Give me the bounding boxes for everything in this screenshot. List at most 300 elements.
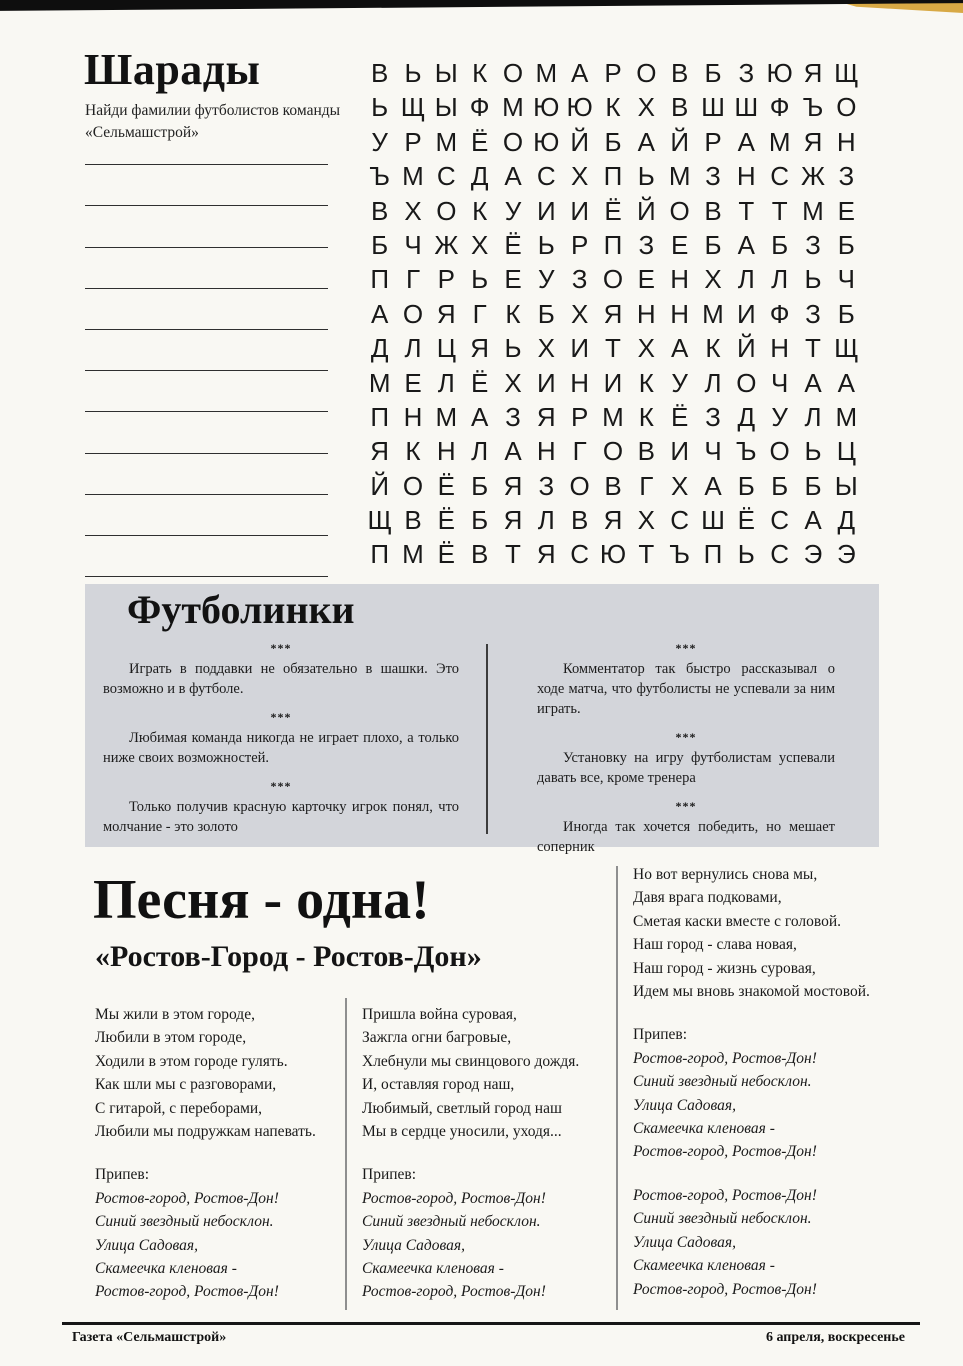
chorus-label: Припев: [633,1026,688,1044]
grid-letter: О [636,58,657,88]
futbolinki-text: Установку на игру футболистам успевали давать все, кроме тренера [537,750,835,786]
verse-line: Любили в этом городе, [95,1029,247,1047]
grid-letter: Л [537,505,555,536]
grid-letter: И [670,436,689,467]
grid-letter: Г [572,436,587,467]
answer-blank-line [85,206,328,247]
grid-letter: Ю [533,126,560,157]
grid-letter: И [570,195,589,226]
charades-subtitle: Найди фамилии футболистов команды «Сельмашстрой» [85,102,341,142]
grid-letter: Б [604,126,622,157]
chorus-line: Улица Садовая, [95,1236,198,1254]
grid-letter: Р [437,264,455,295]
grid-letter: Щ [367,505,392,536]
song-title: Песня - одна! [93,869,430,931]
verse-block [95,1003,335,1143]
grid-letter: Й [736,333,756,364]
grid-letter: Ю [566,92,593,123]
grid-letter: Н [770,333,790,364]
grid-letter: О [569,470,590,501]
grid-letter: Д [470,161,489,192]
song-column-1 [95,1003,335,1304]
verse-line: Идем мы вновь знакомой мостовой. [633,983,870,1001]
grid-letter: М [368,367,391,398]
grid-letter: Щ [834,333,859,364]
grid-letter: Й [670,126,689,157]
grid-letter: Т [771,195,788,226]
grid-letter: В [570,505,589,536]
verse-line: Пришла война суровая, [362,1006,517,1023]
grid-letter: Х [404,195,422,226]
grid-letter: Л [704,367,722,398]
grid-letter: О [836,92,857,123]
grid-letter: Ё [470,126,489,157]
answer-blank-line [85,454,328,495]
chorus-line: Ростов-город, Ростов-Дон! [633,1280,817,1298]
word-search-grid [363,56,863,572]
futbolinki-item [537,642,835,719]
grid-letter: З [505,401,521,432]
grid-letter: Н [536,436,556,467]
grid-letter: Ш [701,505,725,536]
grid-letter: Ъ [736,436,757,467]
verse-line: Мы в сердце уносили, уходя... [362,1123,562,1141]
grid-letter: А [570,58,589,88]
grid-letter: У [771,401,788,432]
grid-letter: Н [836,126,856,157]
grid-letter: П [603,161,623,192]
chorus-line: Синий звездный небосклон. [633,1210,812,1228]
grid-letter: Я [470,333,490,364]
grid-letter: Й [570,126,589,157]
verse-line: Но вот вернулись снова мы, [633,866,818,883]
futbolinki-item [537,731,835,788]
grid-letter: А [704,470,722,501]
grid-letter: Х [637,333,655,364]
grid-letter: П [603,229,623,260]
grid-letter: Б [837,229,855,260]
answer-blank-line [85,536,328,577]
grid-letter: Н [570,367,590,398]
grid-letter: Ь [637,161,655,192]
grid-letter: Ы [434,58,458,88]
grid-letter: Я [536,539,556,570]
grid-letter: Ь [737,539,755,570]
grid-letter: Ч [770,367,789,398]
answer-blank-line [85,371,328,412]
grid-letter: А [837,367,855,398]
footer-rule [62,1322,920,1325]
grid-letter: М [835,401,858,432]
grid-letter: Н [403,401,423,432]
stars-separator: *** [270,641,292,655]
verse-line: С гитарой, с переборами, [95,1099,263,1117]
grid-letter: Г [405,264,421,295]
answer-blank-lines [85,124,328,577]
grid-letter: Л [404,333,422,364]
grid-letter: Я [603,505,623,536]
grid-letter: Ъ [369,161,390,192]
chorus-block [95,1187,335,1304]
grid-letter: А [670,333,689,364]
grid-letter: Ы [834,470,858,501]
grid-letter: Л [471,436,489,467]
grid-letter: А [737,126,755,157]
grid-letter: К [638,367,654,398]
grid-letter: Д [737,401,756,432]
chorus-block [362,1187,607,1304]
grid-letter: У [671,367,688,398]
answer-blank-line [85,289,328,330]
grid-letter: Б [771,470,789,501]
stars-separator: *** [270,710,292,724]
answer-blank-line [85,124,328,165]
verse-line: И, оставляя город наш, [362,1076,515,1094]
verse-line: Зажгла огни багровые, [362,1029,512,1047]
grid-letter: У [538,264,555,295]
grid-letter: А [804,505,822,536]
chorus-line: Скамеечка кленовая - [633,1257,775,1275]
grid-letter: Ч [704,436,722,467]
verse-line: Любили мы подружкам напевать. [95,1123,316,1141]
grid-letter: Р [604,58,622,88]
grid-letter: М [402,539,424,570]
grid-letter: П [370,264,389,295]
grid-letter: Х [670,470,689,501]
grid-letter: Л [804,401,822,432]
stars-separator: *** [675,799,697,813]
stars-separator: *** [675,730,697,744]
grid-letter: В [670,92,689,123]
grid-letter: Б [371,229,389,260]
futbolinki-right-column [537,640,835,869]
grid-letter: Х [570,298,589,329]
grid-letter: Ю [533,92,560,123]
futbolinki-item [103,642,459,699]
chorus-line: Скамеечка кленовая - [633,1120,775,1138]
grid-letter: К [472,58,488,88]
verse-line: Ходили в этом городе гулять. [95,1052,288,1070]
grid-letter: Л [771,264,789,295]
grid-letter: Н [636,298,656,329]
grid-letter: Ь [504,333,522,364]
charades-title: Шарады [84,45,261,94]
grid-letter: Ч [404,229,422,260]
grid-letter: С [670,505,690,536]
grid-letter: З [738,58,755,88]
grid-letter: З [838,161,855,192]
verse-line: Наш город - слава новая, [633,936,797,954]
grid-letter: М [402,161,424,192]
grid-letter: О [602,436,624,467]
futbolinki-item [537,800,835,857]
grid-letter: Э [836,539,856,570]
grid-letter: А [370,298,389,329]
grid-letter: У [371,126,388,157]
grid-letter: Д [837,505,856,536]
chorus-line: Ростов-город, Ростов-Дон! [95,1189,279,1207]
grid-letter: А [637,126,655,157]
grid-letter: Е [504,264,522,295]
grid-letter: Ф [769,298,790,329]
grid-letter: Г [639,470,654,501]
answer-blank-line [85,330,328,371]
grid-letter: Х [704,264,722,295]
grid-letter: Х [504,367,522,398]
grid-letter: О [669,195,690,226]
grid-letter: О [502,58,524,88]
chorus-block [633,1047,895,1164]
grid-letter: И [570,333,589,364]
grid-letter: Х [470,229,489,260]
grid-letter: О [402,470,424,501]
grid-letter: Ь [371,92,389,123]
grid-letter: З [638,229,655,260]
grid-letter: С [570,539,590,570]
grid-letter: Х [637,92,655,123]
grid-letter: А [470,401,489,432]
grid-letter: Н [670,264,690,295]
grid-letter: З [805,229,821,260]
grid-letter: Ё [604,195,622,226]
grid-letter: З [538,470,555,501]
grid-letter: Ы [434,92,458,123]
grid-letter: К [505,298,521,329]
footer-newspaper-name: Газета «Сельмашстрой» [72,1330,227,1345]
grid-letter: Ё [737,505,755,536]
grid-letter: О [502,126,524,157]
grid-letter: А [804,367,822,398]
grid-letter: Б [837,298,855,329]
grid-letter: В [370,195,389,226]
grid-letter: Д [370,333,389,364]
futbolinki-text: Иногда так хочется победить, но мешает соперник [537,819,835,855]
grid-letter: Ъ [669,539,690,570]
grid-letter: П [370,401,389,432]
grid-letter: Ц [436,333,456,364]
grid-letter: О [402,298,424,329]
chorus-repeat-block [633,1184,895,1301]
grid-letter: В [604,470,622,501]
grid-letter: Ж [800,161,825,192]
grid-letter: Ё [437,539,455,570]
chorus-line: Улица Садовая, [633,1233,736,1251]
grid-letter: Щ [400,92,426,123]
grid-letter: З [805,298,821,329]
futbolinki-text: Играть в поддавки не обязательно в шашки. Это возможно и в футболе. [103,661,459,697]
futbolinki-text: Комментатор так быстро рассказывал о ходе матча, что футболисты не успевали за ним играть. [537,661,835,717]
grid-letter: Я [803,58,823,88]
grid-letter: К [405,436,421,467]
grid-letter: Т [805,333,821,364]
grid-letter: Ц [836,436,856,467]
grid-letter: П [370,539,389,570]
grid-letter: Ё [437,505,455,536]
grid-letter: Ш [701,92,725,123]
grid-letter: Ь [804,264,822,295]
grid-letter: Р [404,126,422,157]
grid-letter: К [605,92,621,123]
scanned-page-top-edge [0,0,963,14]
chorus-line: Ростов-город, Ростов-Дон! [633,1049,817,1067]
grid-letter: Ь [471,264,489,295]
chorus-line: Скамеечка кленовая - [362,1260,504,1278]
grid-letter: М [502,92,524,123]
grid-letter: И [536,367,556,398]
grid-letter: Ю [599,539,627,570]
answer-blank-line [85,165,328,206]
grid-letter: С [770,505,790,536]
chorus-line: Ростов-город, Ростов-Дон! [362,1189,546,1207]
grid-letter: Т [738,195,755,226]
chorus-line: Синий звездный небосклон. [633,1073,812,1091]
grid-letter: Е [404,367,422,398]
grid-letter: Ф [769,92,790,123]
grid-letter: Б [804,470,822,501]
grid-letter: Ъ [802,92,824,123]
grid-letter: В [404,505,422,536]
chorus-label: Припев: [95,1166,150,1184]
grid-letter: З [571,264,588,295]
grid-letter: Т [605,333,621,364]
grid-letter: И [536,195,556,226]
chorus-line: Улица Садовая, [633,1096,736,1114]
chorus-line: Ростов-город, Ростов-Дон! [362,1283,546,1301]
grid-letter: Ь [404,58,422,88]
grid-letter: О [436,195,457,226]
grid-letter: Э [803,539,823,570]
verse-line: Любимый, светлый город наш [362,1099,562,1117]
grid-letter: Б [704,58,722,88]
grid-letter: Н [670,298,690,329]
futbolinki-item [103,780,459,837]
grid-letter: М [535,58,558,88]
grid-letter: В [637,436,655,467]
grid-letter: С [770,161,790,192]
futbolinki-column-divider [486,644,488,834]
grid-letter: Ж [434,229,459,260]
verse-line: Как шли мы с разговорами, [95,1076,277,1094]
footer-date: 6 апреля, воскресенье [765,1330,905,1345]
chorus-label: Припев: [362,1166,417,1184]
grid-letter: Я [503,470,523,501]
grid-letter: К [638,401,654,432]
grid-letter: Я [603,298,623,329]
futbolinki-text: Только получив красную карточку игрок понял, что молчание - это золото [103,799,459,835]
chorus-line: Ростов-город, Ростов-Дон! [633,1186,817,1204]
grid-letter: О [602,264,624,295]
futbolinki-title: Футболинки [127,587,355,632]
grid-letter: Н [436,436,456,467]
grid-letter: В [704,195,722,226]
grid-letter: К [705,333,721,364]
chorus-line: Ростов-город, Ростов-Дон! [95,1283,279,1301]
grid-letter: Ю [766,58,793,88]
verse-block [633,863,895,1003]
chorus-line: Синий звездный небосклон. [95,1213,274,1231]
grid-letter: У [504,195,522,226]
grid-letter: Ё [504,229,522,260]
answer-blank-line [85,412,328,453]
grid-letter: Ь [804,436,822,467]
futbolinki-text: Любимая команда никогда не играет плохо, а только ниже своих возможностей. [103,730,459,766]
answer-blank-line [85,495,328,536]
verse-line: Давя врага подковами, [633,889,782,907]
grid-letter: И [603,367,623,398]
grid-letter: Б [471,470,489,501]
grid-letter: М [668,161,691,192]
grid-letter: Я [436,298,456,329]
grid-letter: В [670,58,689,88]
grid-letter: В [370,58,389,88]
song-column-2 [362,1003,607,1304]
grid-letter: А [504,436,522,467]
grid-letter: Ф [469,92,490,123]
chorus-line: Скамеечка кленовая - [95,1260,237,1278]
grid-letter: Х [537,333,555,364]
grid-letter: Ё [437,470,455,501]
verse-line: Наш город - жизнь суровая, [633,959,816,977]
grid-letter: О [769,436,790,467]
grid-letter: Б [737,470,755,501]
grid-letter: П [703,539,723,570]
grid-letter: А [504,161,522,192]
grid-letter: Б [471,505,489,536]
grid-letter: Р [704,126,722,157]
grid-letter: М [435,126,458,157]
grid-letter: М [435,401,458,432]
grid-letter: В [470,539,489,570]
grid-letter: Ш [734,92,759,123]
verse-line: Хлебнули мы свинцового дождя. [362,1052,580,1070]
chorus-line: Синий звездный небосклон. [362,1213,541,1231]
answer-blank-line [85,248,328,289]
grid-letter: И [736,298,756,329]
grid-letter: О [736,367,757,398]
song-column-divider-2 [616,866,618,1310]
grid-letter: М [602,401,624,432]
verse-line: Мы жили в этом городе, [95,1006,255,1023]
verse-line: Сметая каски вместе с головой. [633,912,842,930]
grid-letter: Г [472,298,487,329]
song-subtitle: «Ростов-Город - Ростов-Дон» [95,940,482,973]
grid-letter: Л [737,264,755,295]
futbolinki-section [85,584,879,855]
grid-letter: М [802,195,824,226]
grid-letter: Е [670,229,689,260]
grid-letter: Е [637,264,655,295]
grid-letter: Ч [837,264,855,295]
grid-letter: З [705,401,721,432]
grid-letter: Л [437,367,455,398]
grid-letter: Р [570,401,589,432]
grid-letter: Ь [537,229,555,260]
song-column-3 [633,863,895,1301]
futbolinki-item [103,711,459,768]
grid-letter: А [737,229,755,260]
grid-letter: Ё [470,367,489,398]
grid-letter: Р [570,229,589,260]
grid-letter: М [768,126,791,157]
song-column-divider-1 [345,998,347,1310]
grid-letter: Щ [834,58,859,88]
stars-separator: *** [675,641,697,655]
grid-letter: Х [637,505,655,536]
stars-separator: *** [270,779,292,793]
grid-letter: Я [803,126,823,157]
grid-letter: Я [503,505,523,536]
grid-letter: Б [537,298,555,329]
